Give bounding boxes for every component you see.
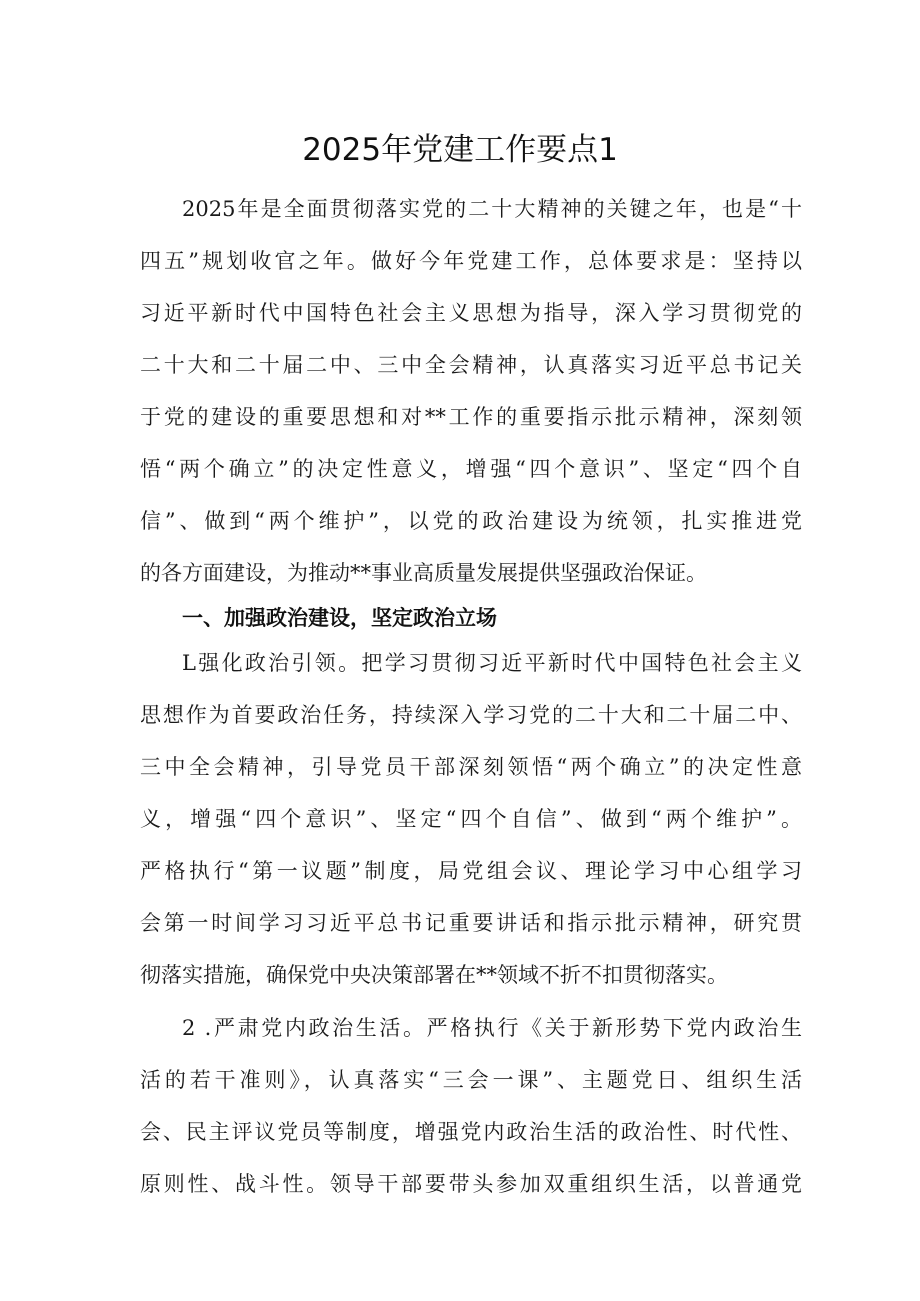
- paragraph-line: 三中全会精神，引导党员干部深刻领悟“两个确立”的决定性意: [140, 755, 802, 779]
- paragraph-line: 活的若干准则》，认真落实“三会一课”、主题党日、组织生活: [140, 1068, 802, 1092]
- paragraph-line: 严格执行“第一议题”制度，局党组会议、理论学习中心组学习: [140, 859, 802, 883]
- paragraph-line: 彻落实措施，确保党中央决策部署在**领域不折不扣贯彻落实。: [140, 963, 728, 987]
- intro-paragraph: [140, 183, 802, 599]
- section-heading: 一、加强政治建设，坚定政治立场: [182, 606, 497, 630]
- paragraph-line: 2 .严肃党内政治生活。严格执行《关于新形势下党内政治生: [182, 1016, 802, 1040]
- document-title: 2025年党建工作要点1: [302, 132, 618, 168]
- paragraph-line: 义，增强“四个意识”、坚定“四个自信”、做到“两个维护”。: [140, 807, 802, 831]
- paragraph-line: 的各方面建设，为推动**事业高质量发展提供坚强政治保证。: [140, 561, 707, 585]
- paragraph-line: 原则性、战斗性。领导干部要带头参加双重组织生活，以普通党: [140, 1172, 802, 1196]
- paragraph-line: 会第一时间学习习近平总书记重要讲话和指示批示精神，研究贯: [140, 911, 802, 935]
- paragraph-line: 悟“两个确立”的决定性意义，增强“四个意识”、坚定“四个自: [140, 457, 802, 481]
- item1-paragraph: [140, 637, 802, 1001]
- paragraph-line: 信”、做到“两个维护”，以党的政治建设为统领，扎实推进党: [140, 509, 802, 533]
- paragraph-line: 习近平新时代中国特色社会主义思想为指导，深入学习贯彻党的: [140, 301, 802, 325]
- paragraph-line: 会、民主评议党员等制度，增强党内政治生活的政治性、时代性、: [140, 1120, 802, 1144]
- paragraph-line: 二十大和二十届二中、三中全会精神，认真落实习近平总书记关: [140, 353, 802, 377]
- paragraph-line: 四五”规划收官之年。做好今年党建工作，总体要求是：坚持以: [140, 249, 802, 273]
- paragraph-line: 于党的建设的重要思想和对**工作的重要指示批示精神，深刻领: [140, 405, 802, 429]
- paragraph-line: 思想作为首要政治任务，持续深入学习党的二十大和二十届二中、: [140, 703, 802, 727]
- item2-paragraph: [140, 1002, 802, 1210]
- paragraph-line: 2025年是全面贯彻落实党的二十大精神的关键之年，也是“十: [182, 197, 802, 221]
- paragraph-line: L强化政治引领。把学习贯彻习近平新时代中国特色社会主义: [182, 651, 802, 675]
